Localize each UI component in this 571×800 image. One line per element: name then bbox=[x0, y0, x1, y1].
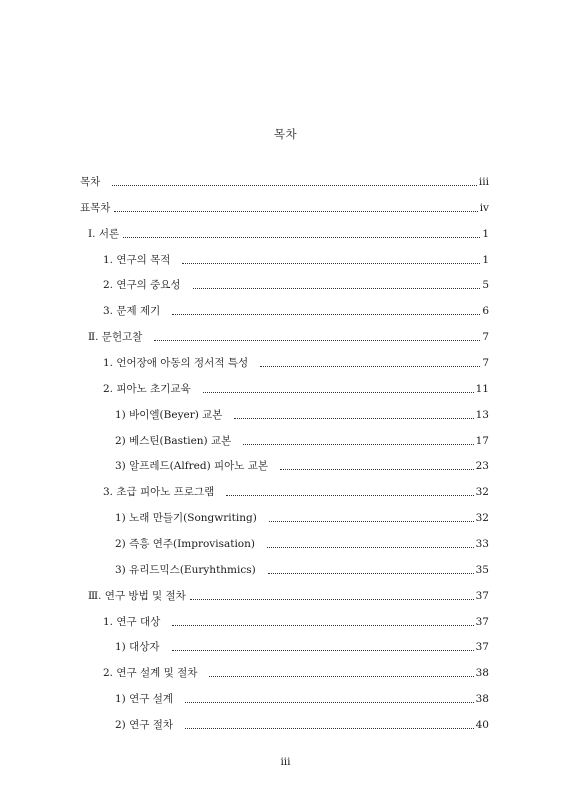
toc-entry[interactable] bbox=[88, 227, 489, 241]
toc-entry-page: 13 bbox=[475, 409, 489, 421]
toc-dot-leader bbox=[243, 444, 473, 445]
toc-dot-leader bbox=[269, 521, 474, 522]
toc-dot-leader bbox=[172, 650, 474, 651]
toc-dot-leader bbox=[185, 702, 474, 703]
toc-entry[interactable] bbox=[115, 459, 489, 473]
toc-entry[interactable] bbox=[115, 718, 489, 732]
toc-entry-page: 38 bbox=[475, 693, 489, 705]
toc-entry-label: 2. 연구 설계 및 절차 bbox=[103, 667, 198, 679]
toc-entry[interactable] bbox=[88, 589, 489, 603]
toc-entry-label: 목차 bbox=[80, 176, 101, 188]
toc-entry-page: iii bbox=[478, 176, 489, 188]
toc-entry-page: 37 bbox=[475, 641, 489, 653]
toc-entry[interactable] bbox=[115, 408, 489, 422]
toc-entry[interactable] bbox=[80, 175, 489, 189]
toc-entry-label: 2. 피아노 초기교육 bbox=[103, 383, 191, 395]
toc-entry-label: Ⅱ. 문헌고찰 bbox=[88, 331, 143, 343]
toc-dot-leader bbox=[172, 314, 480, 315]
page-number: iii bbox=[280, 756, 291, 768]
toc-entry-label: 1) 연구 설계 bbox=[115, 693, 174, 705]
toc-entry-page: 23 bbox=[475, 460, 489, 472]
toc-entry[interactable] bbox=[115, 692, 489, 706]
toc-entry-page: 32 bbox=[475, 512, 489, 524]
toc-dot-leader bbox=[172, 625, 473, 626]
toc-entry[interactable] bbox=[88, 330, 489, 344]
toc-entry-page: 11 bbox=[475, 383, 489, 395]
toc-entry-page: 37 bbox=[475, 590, 489, 602]
toc-entry-page: iv bbox=[479, 202, 489, 214]
toc-entry-page: 6 bbox=[482, 305, 489, 317]
toc-entry[interactable] bbox=[115, 511, 489, 525]
toc-entry-label: Ⅲ. 연구 방법 및 절차 bbox=[88, 590, 186, 602]
toc-entry-page: 40 bbox=[475, 719, 489, 731]
toc-entry[interactable] bbox=[115, 537, 489, 551]
toc-dot-leader bbox=[193, 288, 481, 289]
toc-dot-leader bbox=[267, 547, 474, 548]
toc-entry-page: 7 bbox=[482, 357, 489, 369]
toc-entry[interactable] bbox=[115, 434, 489, 448]
toc-entry-label: 1. 연구 대상 bbox=[103, 616, 161, 628]
toc-dot-leader bbox=[203, 392, 474, 393]
toc-dot-leader bbox=[182, 263, 480, 264]
toc-entry[interactable] bbox=[103, 278, 489, 292]
toc-entry[interactable] bbox=[103, 356, 489, 370]
page-title: 목차 bbox=[273, 127, 298, 141]
toc-dot-leader bbox=[260, 366, 480, 367]
toc-entry-label: 2) 베스틴(Bastien) 교본 bbox=[115, 435, 232, 447]
toc-entry-label: 3. 초급 피아노 프로그램 bbox=[103, 486, 215, 498]
toc-entry-page: 35 bbox=[475, 564, 489, 576]
toc-dot-leader bbox=[226, 495, 473, 496]
toc-entry[interactable] bbox=[103, 615, 489, 629]
toc-entry-label: 1) 노래 만들기(Songwriting) bbox=[115, 512, 257, 524]
toc-entry-label: 3. 문제 제기 bbox=[103, 305, 161, 317]
toc-dot-leader bbox=[185, 728, 474, 729]
toc-entry-label: 3) 유리드믹스(Euryhthmics) bbox=[115, 564, 256, 576]
toc-dot-leader bbox=[114, 211, 477, 212]
toc-entry-page: 38 bbox=[475, 667, 489, 679]
toc-entry[interactable] bbox=[103, 485, 489, 499]
toc-dot-leader bbox=[190, 599, 474, 600]
toc-dot-leader bbox=[268, 573, 474, 574]
toc-entry-page: 1 bbox=[482, 228, 489, 240]
toc-entry-page: 5 bbox=[482, 279, 489, 291]
toc-entry[interactable] bbox=[103, 666, 489, 680]
toc-entry-page: 33 bbox=[475, 538, 489, 550]
toc-entry-page: 37 bbox=[475, 616, 489, 628]
toc-entry-label: 1) 바이엘(Beyer) 교본 bbox=[115, 409, 223, 421]
toc-dot-leader bbox=[280, 469, 474, 470]
toc-dot-leader bbox=[154, 340, 480, 341]
toc-entry-page: 1 bbox=[482, 254, 489, 266]
toc-dot-leader bbox=[209, 676, 473, 677]
toc-dot-leader bbox=[123, 237, 480, 238]
toc-entry-label: 2. 연구의 중요성 bbox=[103, 279, 181, 291]
toc-entry-label: 표목차 bbox=[80, 202, 111, 214]
toc-entry-page: 32 bbox=[475, 486, 489, 498]
toc-entry[interactable] bbox=[115, 640, 489, 654]
toc-entry-label: 2) 연구 절차 bbox=[115, 719, 174, 731]
toc-entry-label: 2) 즉흥 연주(Improvisation) bbox=[115, 538, 255, 550]
toc-dot-leader bbox=[234, 418, 473, 419]
toc-entry[interactable] bbox=[80, 201, 489, 215]
toc-entry[interactable] bbox=[103, 382, 489, 396]
toc-entry-page: 7 bbox=[482, 331, 489, 343]
toc-entry-label: Ⅰ. 서론 bbox=[88, 228, 120, 240]
toc-entry[interactable] bbox=[103, 253, 489, 267]
toc-entry-label: 1. 언어장애 아동의 정서적 특성 bbox=[103, 357, 249, 369]
toc-entry[interactable] bbox=[103, 304, 489, 318]
toc-entry-page: 17 bbox=[475, 435, 489, 447]
toc-dot-leader bbox=[112, 185, 477, 186]
toc-entry-label: 1) 대상자 bbox=[115, 641, 160, 653]
toc-entry-label: 1. 연구의 목적 bbox=[103, 254, 171, 266]
toc-entry-label: 3) 알프레드(Alfred) 피아노 교본 bbox=[115, 460, 269, 472]
toc-entry[interactable] bbox=[115, 563, 489, 577]
